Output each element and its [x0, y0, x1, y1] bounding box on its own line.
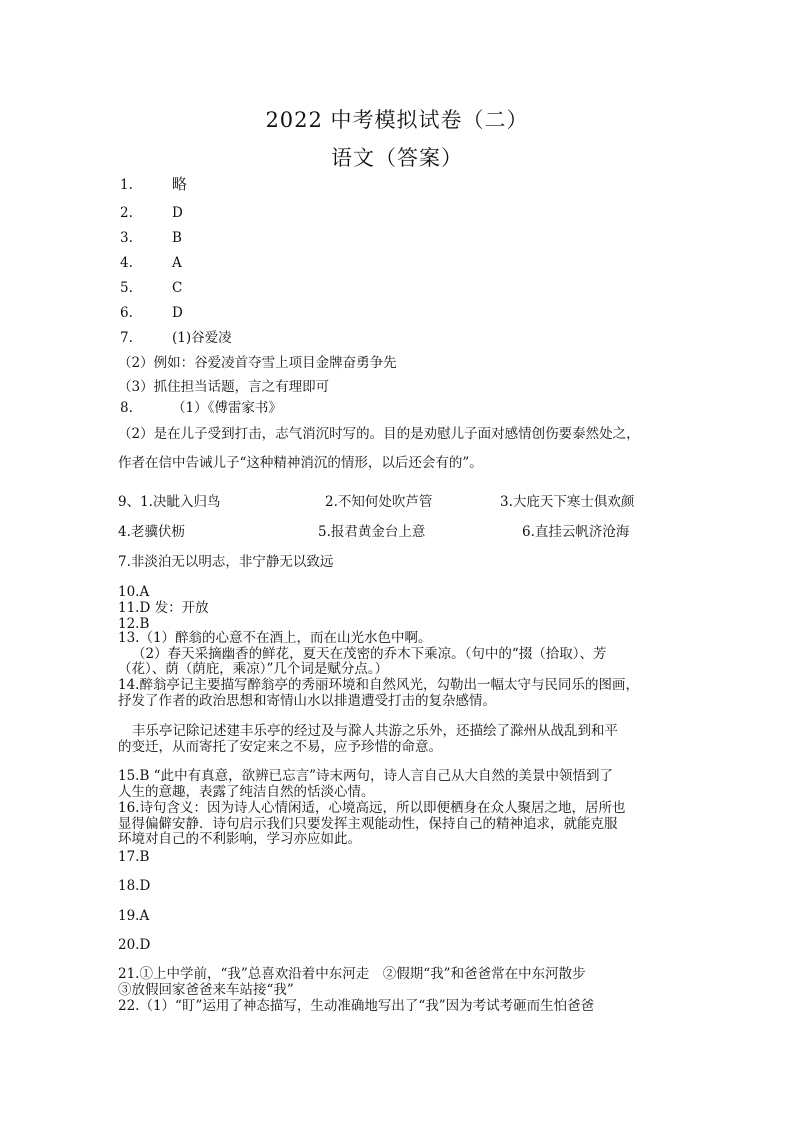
answer-17: 17.B: [118, 849, 150, 865]
answer-9-item1: 9、1.决眦入归鸟: [118, 494, 221, 510]
answer-18: 18.D: [118, 878, 151, 894]
answer-15-line2: 人生的意趣，表露了纯洁自然的恬淡心情。: [118, 784, 375, 800]
answer-9-item5: 5.报君黄金台上意: [318, 524, 426, 540]
answer-13-part1: 13.（1）醉翁的心意不在酒上，而在山光水色中啊。: [118, 630, 432, 646]
answer-20: 20.D: [118, 937, 151, 953]
answer-21-line1: 21.①上中学前，“我”总喜欢沿着中东河走 ②假期“我”和爸爸常在中东河散步: [118, 966, 586, 982]
answer-16-line1: 16.诗句含义：因为诗人心情闲适，心境高远，所以即便栖身在众人聚居之地，居所也: [118, 800, 626, 816]
answer-9-item2: 2.不知何处吹芦管: [325, 494, 433, 510]
answer-text: （1）《傅雷家书》: [172, 400, 282, 416]
answer-14-line2: 抒发了作者的政治思想和寄情山水以排遣遭受打击的复杂感情。: [118, 693, 496, 709]
question-number: 2.: [120, 205, 133, 221]
answer-21-line2: ③放假回家爸爸来车站接“我”: [118, 982, 294, 998]
answer-7-part2: （2）例如：谷爱凌首夺雪上项目金牌奋勇争先: [118, 355, 397, 371]
answer-8-part2: （2）是在儿子受到打击，志气消沉时写的。目的是劝慰儿子面对感情创伤要泰然处之，: [118, 426, 640, 442]
answer-3: [120, 230, 182, 246]
answer-12: 12.B: [118, 616, 150, 632]
answer-8-part3: 作者在信中告诫儿子“这种精神消沉的情形，以后还会有的”。: [118, 455, 483, 471]
answer-10: 10.A: [118, 584, 150, 600]
answer-8: [120, 400, 282, 416]
question-number: 3.: [120, 230, 133, 246]
answer-4: [120, 255, 182, 271]
answer-22-line1: 22.（1）“盯”运用了神态描写，生动准确地写出了“我”因为考试考砸而生怕爸爸: [118, 998, 595, 1014]
answer-text: D: [172, 305, 183, 321]
answer-16-line2: 显得偏僻安静．诗句启示我们只要发挥主观能动性，保持自己的精神追求，就能克服: [118, 816, 618, 832]
answer-11: 11.D 发：开放: [118, 600, 209, 616]
question-number: 6.: [120, 305, 133, 321]
answer-15-line1: 15.B “此中有真意，欲辨已忘言”诗末两句，诗人言自己从大自然的美景中领悟到了: [118, 768, 613, 784]
answer-13-part3: （花）、荫（荫庇，乘凉）”几个词是赋分点。）: [118, 661, 389, 677]
question-number: 7.: [120, 330, 133, 346]
answer-text: B: [172, 230, 182, 246]
answer-text: 略: [172, 175, 188, 193]
question-number: 1.: [120, 177, 133, 193]
answer-9-item6: 6.直挂云帆济沧海: [522, 524, 630, 540]
answer-14-line1: 14.醉翁亭记主要描写醉翁亭的秀丽环境和自然风光，勾勒出一幅太守与民同乐的图画，: [118, 677, 639, 693]
page-title: 2022 中考模拟试卷（二）: [265, 108, 529, 132]
answer-19: 19.A: [118, 908, 150, 924]
answer-5: [120, 280, 182, 296]
answer-9-item4: 4.老骥伏枥: [118, 524, 185, 540]
question-number: 4.: [120, 255, 133, 271]
answer-9-item7: 7.非淡泊无以明志，非宁静无以致远: [118, 554, 334, 570]
question-number: 8.: [120, 400, 133, 416]
answer-14-line3: 丰乐亭记除记述建丰乐亭的经过及与滁人共游之乐外，还描绘了滁州从战乱到和平: [132, 723, 618, 739]
question-number: 5.: [120, 280, 133, 296]
answer-2: [120, 205, 183, 221]
answer-16-line3: 环境对自己的不利影响，学习亦应如此。: [118, 831, 361, 847]
answer-7: [120, 330, 232, 346]
answer-1: [120, 176, 187, 193]
answer-14-line4: 的变迁，从而寄托了安定来之不易，应予珍惜的命意。: [118, 739, 442, 755]
answer-text: A: [172, 255, 182, 271]
answer-text: D: [172, 205, 183, 221]
answer-13-part2: （2）春天采摘幽香的鲜花，夏天在茂密的乔木下乘凉。（句中的“掇（拾取）、芳: [132, 646, 607, 662]
answer-9-item3: 3.大庇天下寒士俱欢颜: [500, 494, 635, 510]
answer-text: C: [172, 280, 183, 296]
page-subtitle: 语文（答案）: [331, 146, 463, 170]
answer-7-part3: （3）抓住担当话题，言之有理即可: [118, 379, 330, 395]
answer-6: [120, 305, 183, 321]
answer-text: (1)谷爱凌: [172, 330, 232, 346]
